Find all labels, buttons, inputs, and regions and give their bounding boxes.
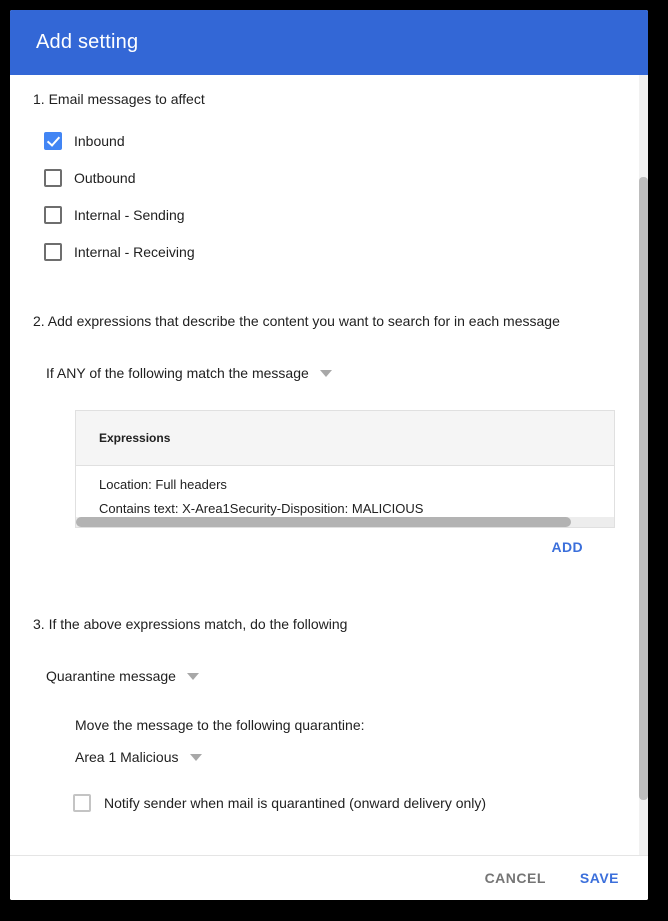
expressions-header-label: Expressions	[99, 431, 171, 445]
action-dropdown[interactable]	[46, 668, 199, 684]
vertical-scrollbar-thumb[interactable]	[639, 177, 648, 800]
expressions-table-body	[76, 466, 614, 521]
section-1-title: 1. Email messages to affect	[33, 91, 205, 107]
dialog-title: Add setting	[36, 31, 139, 53]
section-3-title: 3. If the above expressions match, do the following	[33, 616, 348, 632]
internal-sending-label: Internal - Sending	[74, 206, 185, 223]
chevron-down-icon	[320, 370, 332, 377]
add-setting-dialog	[10, 10, 648, 900]
quarantine-move-label: Move the message to the following quarantine:	[75, 717, 365, 733]
internal-receiving-checkbox[interactable]	[44, 243, 62, 261]
expression-row-contains[interactable]: Contains text: X-Area1Security-Disposition: MALICIOUS	[99, 501, 424, 516]
notify-sender-label: Notify sender when mail is quarantined (onward delivery only)	[104, 795, 487, 811]
vertical-scrollbar[interactable]	[639, 75, 648, 855]
option-row-outbound[interactable]	[44, 168, 136, 187]
notify-sender-checkbox[interactable]	[73, 794, 91, 812]
option-row-inbound[interactable]	[44, 131, 125, 150]
chevron-down-icon	[190, 754, 202, 761]
chevron-down-icon	[187, 673, 199, 680]
cancel-button[interactable]: CANCEL	[484, 870, 546, 886]
expressions-table	[75, 410, 615, 528]
add-expression-button[interactable]: ADD	[551, 539, 583, 555]
save-button[interactable]: SAVE	[579, 870, 619, 886]
option-row-internal-sending[interactable]	[44, 205, 185, 224]
quarantine-select-value: Area 1 Malicious	[75, 749, 179, 765]
expressions-table-header	[76, 411, 614, 466]
match-type-dropdown[interactable]	[46, 365, 332, 381]
dialog-header	[10, 10, 648, 75]
internal-sending-checkbox[interactable]	[44, 206, 62, 224]
horizontal-scrollbar[interactable]	[76, 517, 614, 527]
inbound-label: Inbound	[74, 132, 125, 149]
option-row-internal-receiving[interactable]	[44, 242, 195, 261]
dialog-footer	[10, 855, 648, 900]
inbound-checkbox[interactable]	[44, 132, 62, 150]
horizontal-scrollbar-thumb[interactable]	[76, 517, 571, 527]
section-2-title: 2. Add expressions that describe the content you want to search for in each message	[33, 313, 560, 329]
internal-receiving-label: Internal - Receiving	[74, 243, 195, 260]
outbound-checkbox[interactable]	[44, 169, 62, 187]
expression-row-location[interactable]: Location: Full headers	[99, 477, 227, 492]
notify-sender-row[interactable]	[73, 794, 486, 812]
outbound-label: Outbound	[74, 169, 136, 186]
match-type-dropdown-value: If ANY of the following match the message	[46, 365, 309, 381]
action-dropdown-value: Quarantine message	[46, 668, 176, 684]
quarantine-select-dropdown[interactable]	[75, 749, 202, 765]
